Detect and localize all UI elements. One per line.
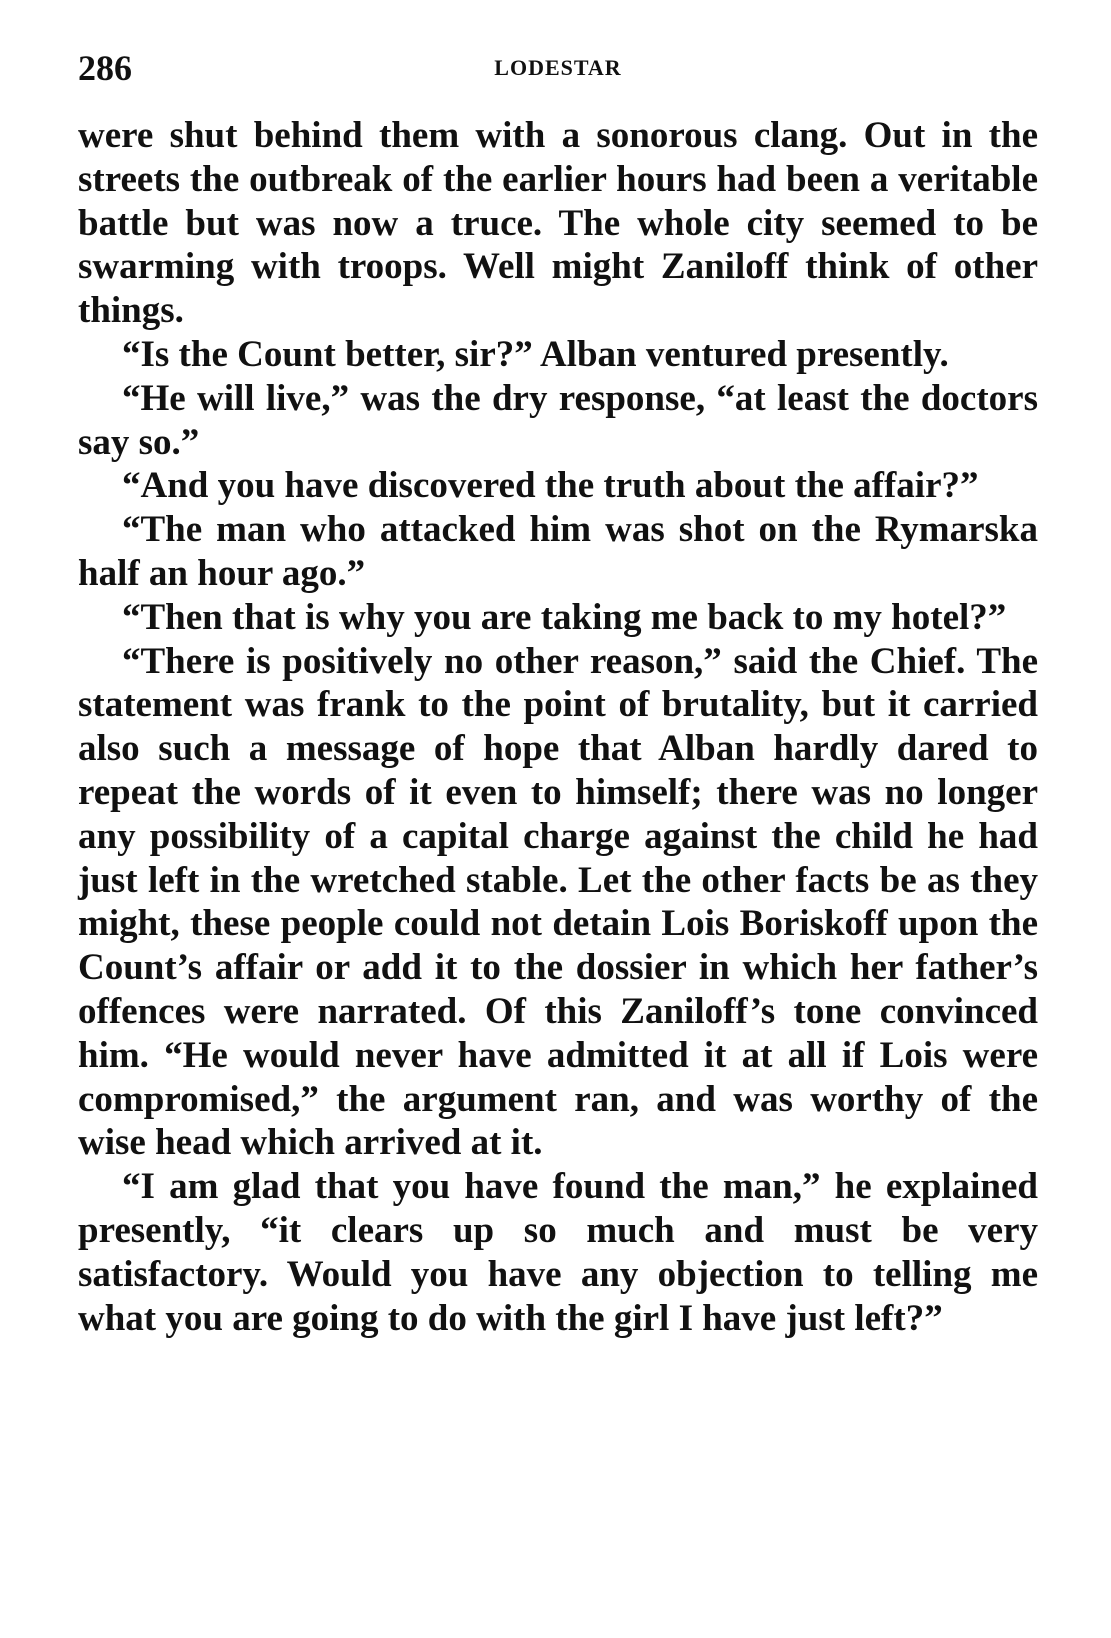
paragraph: “He will live,” was the dry response, “at least the doctors say so.” bbox=[78, 377, 1038, 463]
page-number: 286 bbox=[78, 48, 132, 88]
book-page bbox=[78, 40, 1038, 1600]
paragraph: “Then that is why you are taking me back to my hotel?” bbox=[122, 596, 1007, 638]
paragraph: “And you have discovered the truth about the affair?” bbox=[122, 465, 979, 507]
body-text bbox=[78, 114, 1038, 1340]
running-head bbox=[78, 40, 1038, 96]
paragraph: were shut behind them with a sonorous clang. Out in the streets the outbreak of the earlier hours had been a veritable battle but was now a truce. The whole city seemed to be swarming with troops. Well might Zaniloff think of other things. bbox=[78, 115, 1038, 332]
paragraph: “Is the Count better, sir?” Alban ventured presently. bbox=[122, 333, 949, 375]
book-title: LODESTAR bbox=[494, 55, 622, 80]
paragraph: “I am glad that you have found the man,” he explained presently, “it clears up so much and must be very satisfactory. Would you have any objection to telling me what you are going to do with the girl I have just left?” bbox=[78, 1166, 1038, 1339]
paragraph: “There is positively no other reason,” said the Chief. The statement was frank to the point of brutality, but it carried also such a message of hope that Alban hardly dared to repeat the words of it even to himself; there was no longer any possibility of a capital charge against the child he had just left in the wretched stable. Let the other facts be as they might, these people could not detain Lois Boriskoff upon the Count’s affair or add it to the dossier in which her father’s offences were narrated. Of this Zaniloff’s tone convinced him. “He would never have admitted it at all if Lois were compromised,” the argument ran, and was worthy of the wise head which arrived at it. bbox=[78, 640, 1038, 1164]
paragraph: “The man who attacked him was shot on the Rymarska half an hour ago.” bbox=[78, 509, 1038, 594]
